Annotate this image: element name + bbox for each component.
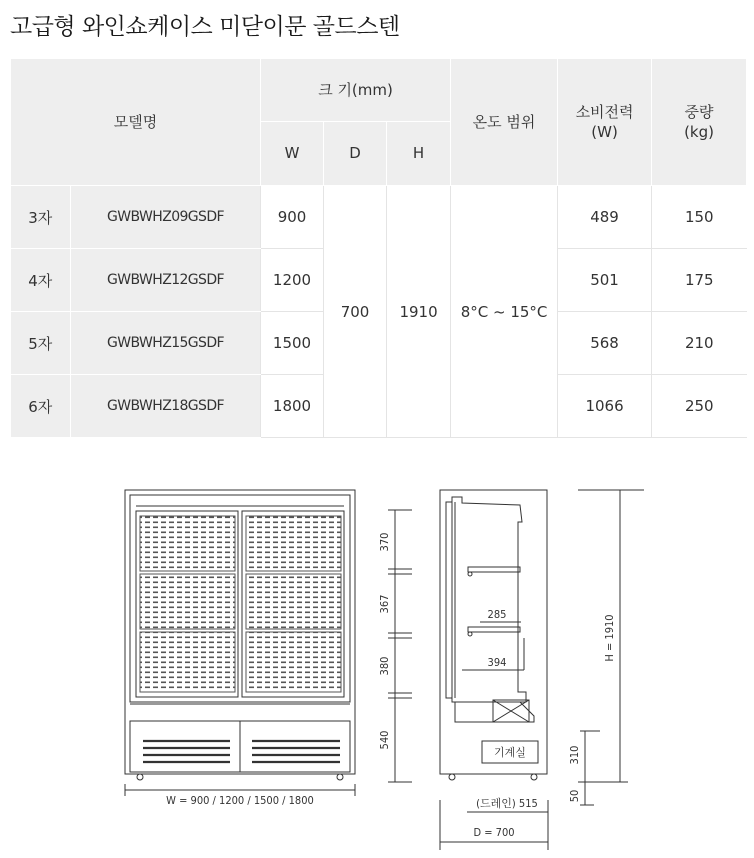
dim-380: 380 — [378, 656, 391, 676]
width-cell: 1200 — [261, 249, 324, 312]
header-weight-unit: (kg) — [684, 123, 714, 141]
height-cell: 1910 — [387, 186, 451, 438]
tier-cell: 4자 — [11, 249, 71, 312]
header-temp: 온도 범위 — [451, 59, 558, 186]
spec-table — [10, 58, 747, 438]
header-w: W — [261, 122, 324, 186]
header-size: 크 기(mm) — [261, 59, 451, 122]
model-cell: GWBWHZ09GSDF — [71, 186, 261, 249]
header-power — [558, 59, 652, 186]
machine-room-label: 기계실 — [494, 746, 526, 759]
weight-cell: 210 — [652, 312, 747, 375]
header-power-unit: (W) — [591, 123, 618, 141]
weight-cell: 250 — [652, 375, 747, 438]
width-cell: 1800 — [261, 375, 324, 438]
front-width-label: W = 900 / 1200 / 1500 / 1800 — [166, 794, 314, 807]
header-model: 모델명 — [11, 59, 261, 186]
height-label: H = 1910 — [603, 614, 616, 662]
power-cell: 489 — [558, 186, 652, 249]
side-view — [440, 490, 548, 850]
depth-cell: 700 — [324, 186, 387, 438]
width-cell: 900 — [261, 186, 324, 249]
model-cell: GWBWHZ15GSDF — [71, 312, 261, 375]
dim-370: 370 — [378, 532, 391, 552]
header-h: H — [387, 122, 451, 186]
table-row — [11, 186, 747, 249]
drain-label: (드레인) 515 — [476, 797, 538, 810]
weight-cell: 150 — [652, 186, 747, 249]
tier-cell: 3자 — [11, 186, 71, 249]
weight-cell: 175 — [652, 249, 747, 312]
model-cell: GWBWHZ18GSDF — [71, 375, 261, 438]
dim-50: 50 — [568, 789, 581, 803]
power-cell: 568 — [558, 312, 652, 375]
tier-cell: 6자 — [11, 375, 71, 438]
page-title: 고급형 와인쇼케이스 미닫이문 골드스텐 — [10, 14, 400, 40]
header-weight-label: 중량 — [684, 102, 714, 121]
dim-540: 540 — [378, 730, 391, 750]
depth-label: D = 700 — [473, 826, 515, 839]
model-cell: GWBWHZ12GSDF — [71, 249, 261, 312]
temp-cell: 8°C ~ 15°C — [451, 186, 558, 438]
vertical-dimensions — [388, 510, 412, 782]
power-cell: 501 — [558, 249, 652, 312]
dimension-drawing — [0, 470, 754, 858]
tier-cell: 5자 — [11, 312, 71, 375]
dim-367: 367 — [378, 594, 391, 614]
width-cell: 1500 — [261, 312, 324, 375]
dim-394: 394 — [487, 656, 507, 669]
dim-285: 285 — [487, 608, 507, 621]
header-power-label: 소비전력 — [575, 102, 634, 121]
front-view — [125, 490, 355, 796]
header-d: D — [324, 122, 387, 186]
header-weight — [652, 59, 747, 186]
power-cell: 1066 — [558, 375, 652, 438]
dim-310: 310 — [568, 745, 581, 765]
